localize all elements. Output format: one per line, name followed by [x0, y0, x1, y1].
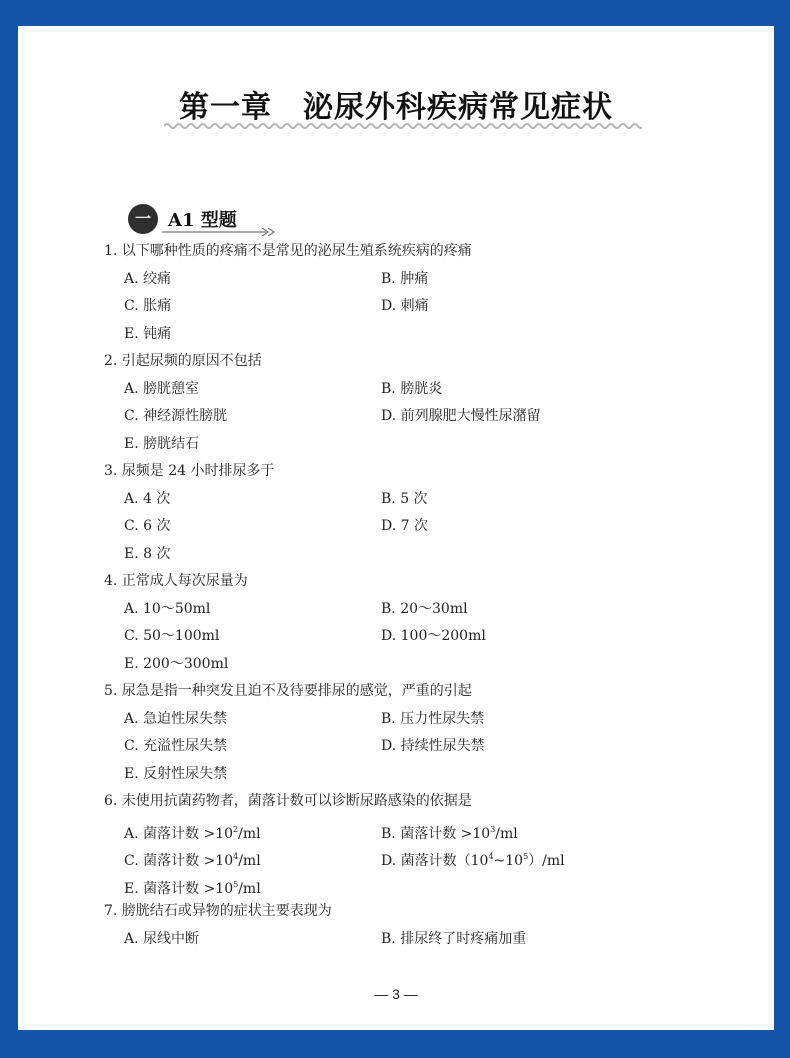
question-stem: 2. 引起尿频的原因不包括	[104, 353, 262, 369]
option-text-part: 5	[233, 879, 239, 889]
option-list	[104, 816, 744, 899]
answer-option: A. 尿线中断	[124, 930, 200, 947]
answer-option	[124, 871, 381, 899]
answer-option	[381, 816, 638, 844]
answer-option: E. 膀胱结石	[124, 435, 200, 452]
option-text-part: /ml	[238, 853, 261, 869]
answer-option	[124, 843, 381, 871]
answer-option: A. 4 次	[124, 490, 171, 507]
answer-option: D. 刺痛	[381, 298, 429, 314]
answer-option: E. 8 次	[124, 545, 171, 562]
answer-option: A. 膀胱憩室	[124, 380, 200, 397]
answer-option: A. 绞痛	[124, 270, 172, 287]
page-number: — 3 —	[374, 986, 418, 1002]
answer-option: E. 钝痛	[124, 325, 172, 342]
question-stem: 7. 膀胱结石或异物的症状主要表现为	[104, 903, 332, 919]
option-list	[104, 376, 744, 459]
question-stem: 6. 未使用抗菌药物者，菌落计数可以诊断尿路感染的依据是	[104, 793, 472, 809]
answer-option: B. 压力性尿失禁	[381, 710, 485, 727]
question-item	[104, 458, 744, 568]
answer-option: C. 神经源性膀胱	[124, 408, 228, 424]
answer-option: B. 膀胱炎	[381, 380, 443, 397]
option-text-part: ~10	[493, 853, 524, 869]
chapter-title: 第一章 泌尿外科疾病常见症状	[179, 90, 613, 125]
option-text-part: C. 菌落计数 >10	[124, 853, 234, 869]
answer-option: A. 10～50ml	[124, 600, 211, 617]
option-text-part: B. 菌落计数 >10	[381, 825, 491, 842]
question-item	[104, 898, 744, 953]
section-number-badge: 一	[128, 204, 158, 234]
answer-option: C. 6 次	[124, 518, 171, 534]
answer-option: A. 急迫性尿失禁	[124, 710, 228, 727]
answer-option: B. 5 次	[381, 490, 428, 507]
answer-option	[381, 843, 638, 871]
option-list	[104, 266, 744, 349]
question-item	[104, 678, 744, 788]
answer-option: B. 20～30ml	[381, 600, 468, 617]
option-text-part: /ml	[495, 825, 518, 842]
answer-option: C. 充溢性尿失禁	[124, 738, 228, 754]
question-item	[104, 348, 744, 458]
answer-option: D. 前列腺肥大慢性尿潴留	[381, 408, 541, 424]
answer-option: B. 排尿终了时疼痛加重	[381, 930, 527, 947]
section-label: A1 型题	[168, 210, 237, 231]
option-list	[104, 926, 744, 954]
answer-option: D. 100～200ml	[381, 628, 486, 644]
option-text-part: 4	[233, 852, 239, 861]
option-text-part: E. 菌落计数 >10	[124, 880, 234, 897]
question-stem: 5. 尿急是指一种突发且迫不及待要排尿的感觉，严重的引起	[104, 683, 472, 699]
answer-option: E. 200～300ml	[124, 655, 229, 672]
option-text-part: /ml	[238, 825, 261, 842]
question-stem: 1. 以下哪种性质的疼痛不是常见的泌尿生殖系统疾病的疼痛	[104, 243, 472, 259]
question-item	[104, 568, 744, 678]
title-wave-divider	[164, 122, 642, 130]
option-list	[104, 706, 744, 789]
option-list	[104, 486, 744, 569]
option-text-part: 4	[488, 852, 494, 861]
answer-option: D. 7 次	[381, 518, 428, 534]
question-stem: 3. 尿频是 24 小时排尿多于	[104, 463, 275, 479]
option-text-part: /ml	[238, 880, 261, 897]
answer-option: C. 50～100ml	[124, 628, 220, 644]
option-text-part: D. 菌落计数（10	[381, 853, 489, 869]
option-text-part: 5	[523, 852, 529, 861]
question-stem: 4. 正常成人每次尿量为	[104, 573, 248, 589]
question-item	[104, 238, 744, 348]
answer-option	[124, 816, 381, 844]
option-text-part: 3	[490, 824, 496, 834]
answer-option: D. 持续性尿失禁	[381, 738, 485, 754]
question-list	[104, 238, 744, 953]
arrow-underline-icon	[162, 228, 278, 236]
page	[18, 26, 774, 1030]
answer-option: C. 胀痛	[124, 298, 172, 314]
answer-option: E. 反射性尿失禁	[124, 765, 228, 782]
option-list	[104, 596, 744, 679]
section-heading	[128, 202, 278, 236]
option-text-part: ）/ml	[528, 853, 565, 869]
question-item	[104, 788, 744, 898]
option-text-part: 2	[233, 824, 239, 834]
option-text-part: A. 菌落计数 >10	[124, 825, 234, 842]
answer-option: B. 肿痛	[381, 270, 429, 287]
